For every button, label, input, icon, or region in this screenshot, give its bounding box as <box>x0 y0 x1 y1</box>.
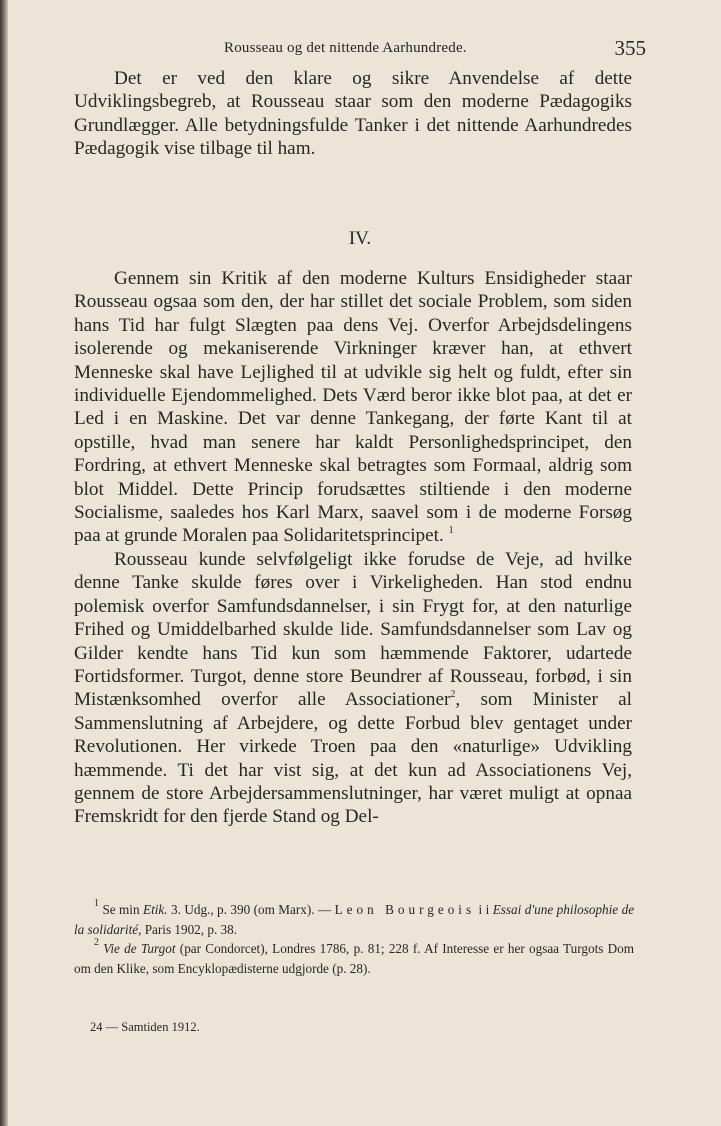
section-body <box>74 267 632 829</box>
running-header <box>74 36 646 62</box>
footnote-1-text-c: i <box>478 902 483 917</box>
body-paragraph-1-text: Gennem sin Kritik af den moderne Kulturs Ensidigheder staar Rousseau ogsaa som den, der har stillet det sociale Problem, som siden hans Tid har fulgt Slægten paa dens Vej. Overfor Arbejdsdelingens isolerende og mekaniserende Virkninger kræver han, at ethvert Menneske skal have Lejlighed til at udvikle sig helt og fuldt, efter sin individuelle Ejendommelighed. Dets Værd beror ikke blot paa, at det er Led i en Maskine. Det var denne Tankegang, der førte Kant til at opstille, hvad man senere har kaldt Personlighedsprincipet, den Fordring, at ethvert Menneske skal betragtes som Formaal, aldrig som blot Middel. Dette Princip forudsættes stiltiende i den moderne Socialisme, saaledes hos Karl Marx, saavel som i de moderne Forsøg paa at grunde Moralen paa Solidaritetsprincipet. <box>74 268 632 547</box>
footnote-2-mark: 2 <box>94 937 99 948</box>
page-number: 355 <box>614 36 646 60</box>
body-paragraph-2-text-b: , som Minister al Sammenslutning af Arbejdere, og dette Forbud blev gentaget under Revolutionen. Her virkede Troen paa den «naturlige» Udvikling hæmmende. Ti det har vist sig, at det kun ad Associationens Vej, gennem de store Arbejdersammenslutninger, har været muligt at opnaa Fremskridt for den fjerde Stand og Del- <box>74 689 632 828</box>
footnote-ref-1: 1 <box>448 525 454 537</box>
intro-paragraph: Det er ved den klare og sikre Anvendelse af dette Udviklingsbegreb, at Rousseau staar som den moderne Pædagogiks Grundlægger. Alle betydningsfulde Tanker i det nittende Aarhundredes Pædagogik vise tilbage til ham. <box>74 68 632 160</box>
footnote-2-title: Vie de Turgot <box>103 941 176 956</box>
footnote-1-text-b: 3. Udg., p. 390 (om Marx). — <box>171 902 332 917</box>
footnote-2 <box>74 939 634 978</box>
intro-paragraph-block <box>74 67 632 161</box>
footnote-ref-2: 2 <box>450 689 456 701</box>
footnote-2-text: (par Condorcet), Londres 1786, p. 81; 228 f. Af Interesse er her ogsaa Turgots Dom om den Klike, som Encyklopædisterne udgjorde (p. 28). <box>74 941 635 976</box>
body-paragraph-1 <box>74 267 632 548</box>
footnote-1-author: Leon Bourgeois <box>334 902 476 917</box>
footnotes <box>74 900 634 978</box>
footnote-1-mark: 1 <box>94 898 99 909</box>
body-paragraph-2 <box>74 548 632 829</box>
section-heading: IV. <box>348 228 372 249</box>
footnote-1-text-e: Paris 1902, p. 38. <box>144 921 238 937</box>
signature-line: 24 — Samtiden 1912. <box>90 1020 200 1034</box>
footnote-1-text-d: i <box>485 902 490 917</box>
body-paragraph-2-text-a: Rousseau kunde selvfølgeligt ikke forudse de Veje, ad hvilke denne Tanke skulde føres over i Virkeligheden. Han stod endnu polemisk overfor Samfundsdannelser, i sin Frygt for, at den naturlige Frihed og Umiddelbarhed skulde lide. Samfundsdannelser som Lav og Gilder kendte hans Tid kun som hæmmende Faktorer, udartede Fortidsformer. Turgot, denne store Beundrer af Rousseau, forbød, i sin Mistænksomhed overfor alle Associationer <box>74 548 632 711</box>
footnote-1-title: Etik. <box>143 902 168 917</box>
footnote-1-title-2: Essai d'une philosophie de la solidarité, <box>74 902 635 937</box>
footnote-1 <box>74 900 634 939</box>
footnote-1-text-a: Se min <box>102 902 140 917</box>
book-binding-edge <box>0 0 8 1126</box>
running-title: Rousseau og det nittende Aarhundrede. <box>224 40 467 56</box>
